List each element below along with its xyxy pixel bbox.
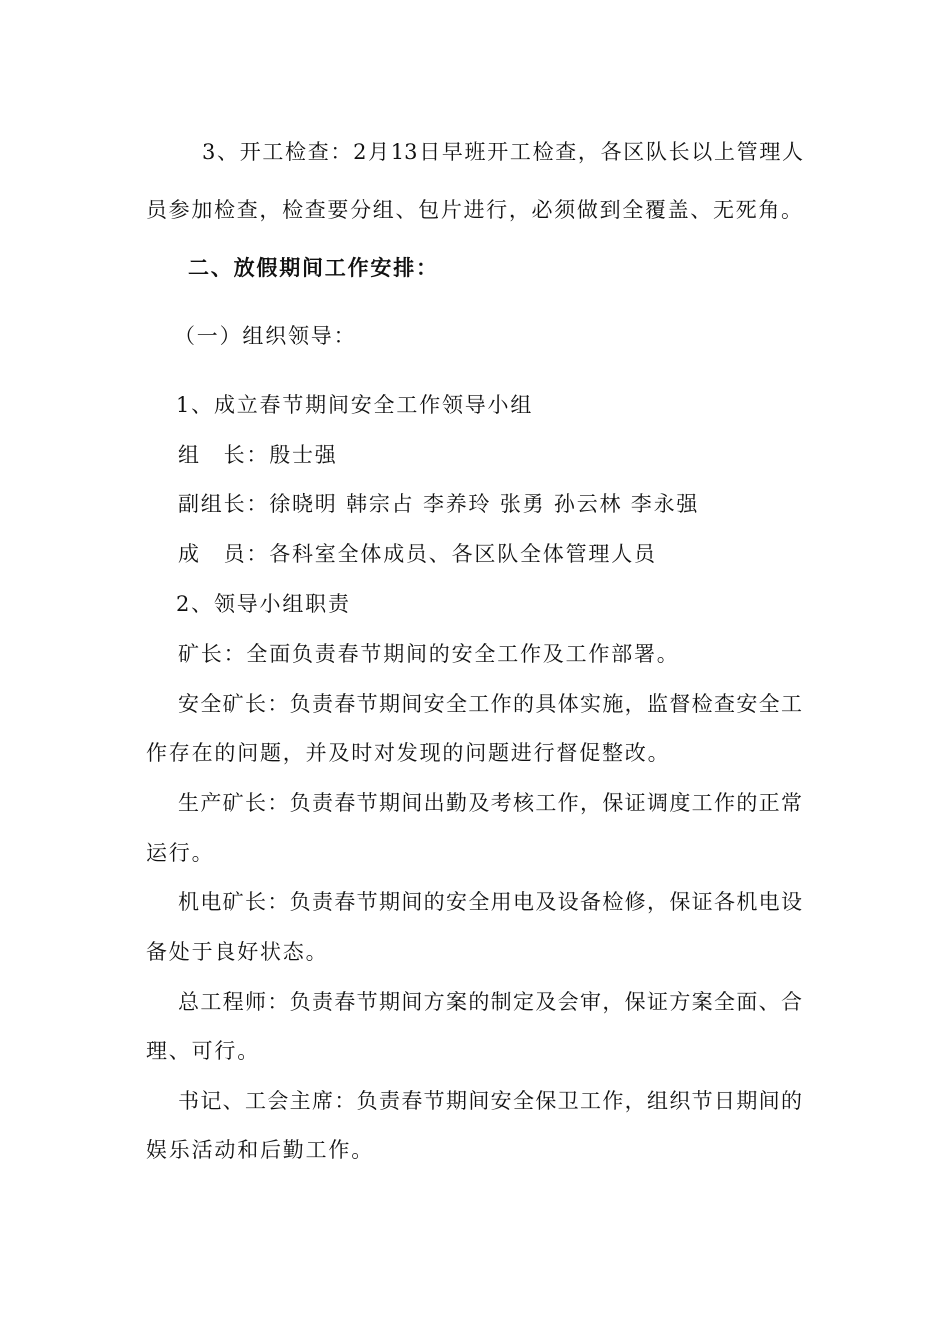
item-group-duties-title: 2、领导小组职责 [176,592,351,616]
duty-electromech-director-line-1: 机电矿长：负责春节期间的安全用电及设备检修，保证各机电设 [178,890,802,914]
duty-mine-director: 矿长：全面负责春节期间的安全工作及工作部署。 [178,642,680,666]
paragraph-startup-check-line-2: 员参加检查，检查要分组、包片进行，必须做到全覆盖、无死角。 [146,198,802,222]
item-leading-group-title: 1、成立春节期间安全工作领导小组 [176,393,534,417]
duty-production-director-line-1: 生产矿长：负责春节期间出勤及考核工作，保证调度工作的正常 [178,791,802,815]
duty-chief-engineer-line-1: 总工程师：负责春节期间方案的制定及会审，保证方案全面、合 [178,990,802,1014]
paragraph-startup-check-line-1: 3、开工检查：2月13日早班开工检查，各区队长以上管理人 [202,140,803,164]
duty-secretary-union-line-1: 书记、工会主席：负责春节期间安全保卫工作，组织节日期间的 [178,1089,802,1113]
subsection-heading-organization: （一）组织领导： [174,324,357,348]
deputy-leaders-line: 副组长：徐晓明 韩宗占 李养玲 张勇 孙云林 李永强 [178,492,700,516]
duty-electromech-director-line-2: 备处于良好状态。 [146,940,329,964]
group-leader-line: 组 长：殷士强 [178,443,338,467]
duty-safety-director-line-1: 安全矿长：负责春节期间安全工作的具体实施，监督检查安全工 [178,692,802,716]
duty-production-director-line-2: 运行。 [146,841,215,865]
section-heading-holiday-arrangements: 二、放假期间工作安排： [188,255,439,280]
duty-chief-engineer-line-2: 理、可行。 [146,1039,260,1063]
duty-safety-director-line-2: 作存在的问题，并及时对发现的问题进行督促整改。 [146,741,671,765]
duty-secretary-union-line-2: 娱乐活动和后勤工作。 [146,1138,374,1162]
members-line: 成 员：各科室全体成员、各区队全体管理人员 [178,542,657,566]
